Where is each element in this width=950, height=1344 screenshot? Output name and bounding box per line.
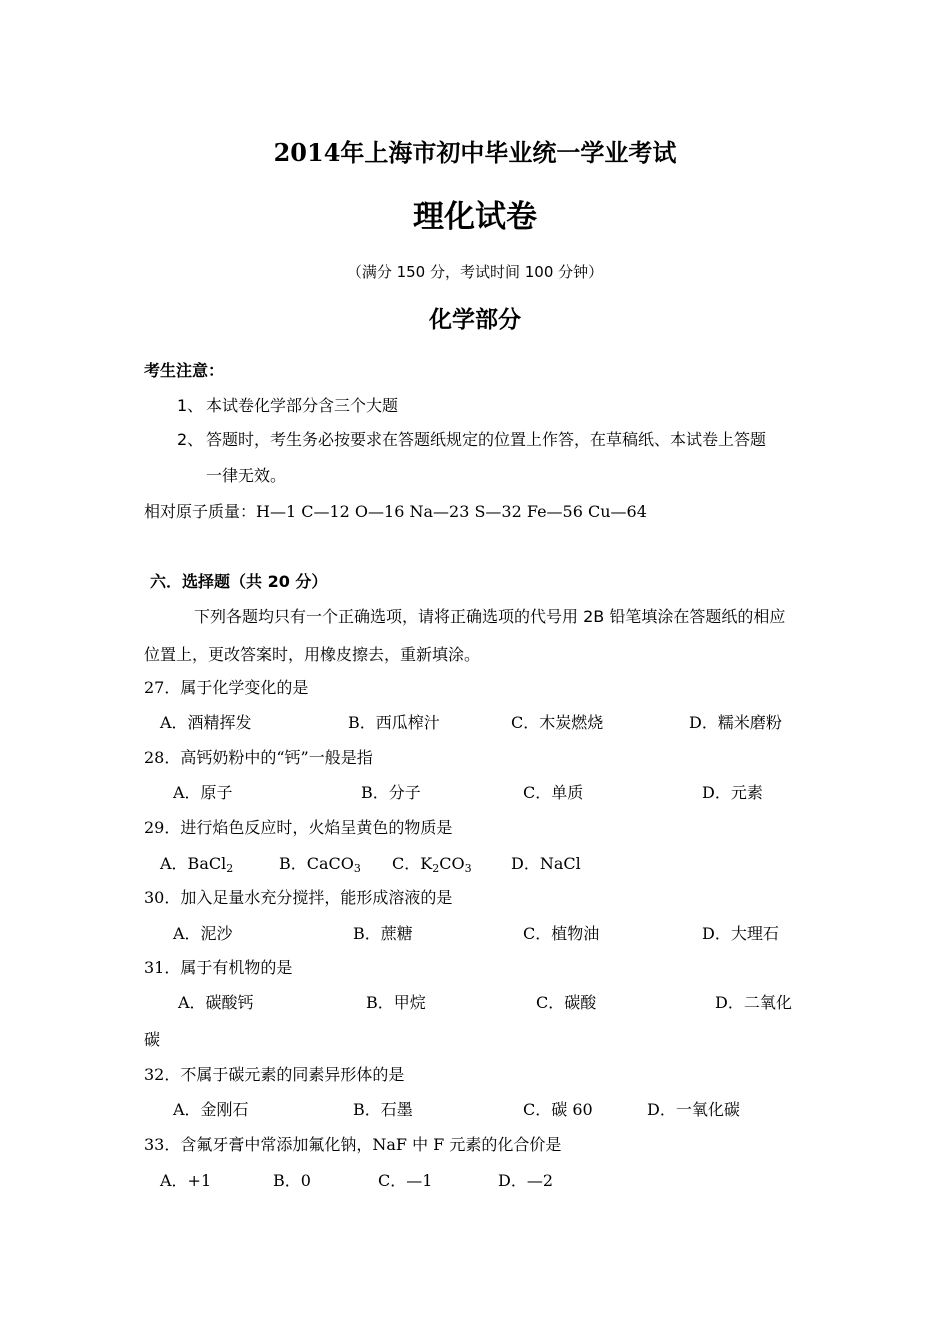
q31-option-d: D．二氧化: [715, 993, 792, 1012]
q30-option-d: D．大理石: [702, 924, 779, 943]
q27-option-c: C．木炭燃烧: [511, 713, 604, 732]
q29-option-a: [160, 854, 233, 874]
section6-heading: 六．选择题（共 20 分）: [150, 572, 328, 591]
q27-stem: 27．属于化学变化的是: [144, 678, 309, 697]
notice-item1-num: 1、: [177, 396, 204, 415]
q29-option-b: [279, 854, 361, 874]
q31-option-c: C．碳酸: [536, 993, 597, 1012]
notice-heading: 考生注意：: [144, 361, 225, 380]
atomic-masses: 相对原子质量：H—1 C—12 O—16 Na—23 S—32 Fe—56 Cu—64: [144, 502, 647, 521]
q29-b-subscript: 3: [353, 862, 361, 875]
q30-option-c: C．植物油: [523, 924, 600, 943]
q29-c-subscript: 2: [432, 862, 440, 875]
q30-option-a: A．泥沙: [173, 924, 233, 943]
q31-stem: 31．属于有机物的是: [144, 958, 293, 977]
score-time-note: （满分 150 分，考试时间 100 分钟）: [346, 263, 604, 281]
q29-c-text-2: CO: [439, 854, 465, 873]
q29-c-text: C．K: [392, 854, 433, 873]
section6-instruction-1: 下列各题均只有一个正确选项，请将正确选项的代号用 2B 铅笔填涂在答题纸的相应: [194, 607, 786, 626]
q33-option-a: A．+1: [160, 1171, 212, 1190]
q33-stem: 33．含氟牙膏中常添加氟化钠，NaF 中 F 元素的化合价是: [144, 1135, 562, 1154]
q29-option-d: D．NaCl: [511, 854, 581, 873]
q29-stem: 29．进行焰色反应时，火焰呈黄色的物质是: [144, 818, 453, 837]
q33-option-d: D．—2: [498, 1171, 554, 1190]
q32-option-a: A．金刚石: [173, 1100, 249, 1119]
q27-option-d: D．糯米磨粉: [689, 713, 782, 732]
q31-option-a: A．碳酸钙: [178, 993, 254, 1012]
q28-option-b: B．分子: [361, 783, 421, 802]
q33-option-b: B．0: [273, 1171, 311, 1190]
q32-option-b: B．石墨: [353, 1100, 413, 1119]
q31-option-b: B．甲烷: [366, 993, 426, 1012]
q29-a-text: A．BaCl: [160, 854, 227, 873]
q29-c-subscript-2: 3: [464, 862, 472, 875]
q27-option-a: A．酒精挥发: [160, 713, 252, 732]
exam-title: 2014年上海市初中毕业统一学业考试: [273, 138, 677, 167]
q29-a-subscript: 2: [226, 862, 234, 875]
section6-instruction-2: 位置上，更改答案时，用橡皮擦去，重新填涂。: [144, 645, 481, 664]
q28-option-d: D．元素: [702, 783, 763, 802]
q29-option-c: [392, 854, 472, 874]
q32-option-c: C．碳 60: [523, 1100, 593, 1119]
q31-option-d-cont: 碳: [144, 1030, 161, 1049]
q33-option-c: C．—1: [378, 1171, 433, 1190]
notice-item2-text: 答题时，考生务必按要求在答题纸规定的位置上作答，在草稿纸、本试卷上答题: [206, 430, 767, 449]
q29-b-text: B．CaCO: [279, 854, 354, 873]
q32-stem: 32．不属于碳元素的同素异形体的是: [144, 1065, 405, 1084]
q27-option-b: B．西瓜榨汁: [348, 713, 440, 732]
q28-option-c: C．单质: [523, 783, 584, 802]
section-title: 化学部分: [429, 306, 521, 333]
notice-item2-num: 2、: [177, 430, 204, 449]
q28-stem: 28．高钙奶粉中的“钙”一般是指: [144, 748, 373, 767]
q30-option-b: B．蔗糖: [353, 924, 413, 943]
notice-item2-cont: 一律无效。: [206, 466, 287, 485]
q30-stem: 30．加入足量水充分搅拌，能形成溶液的是: [144, 888, 453, 907]
q28-option-a: A．原子: [173, 783, 233, 802]
notice-item1-text: 本试卷化学部分含三个大题: [206, 396, 399, 415]
q32-option-d: D．一氧化碳: [647, 1100, 740, 1119]
paper-title: 理化试卷: [413, 199, 537, 235]
